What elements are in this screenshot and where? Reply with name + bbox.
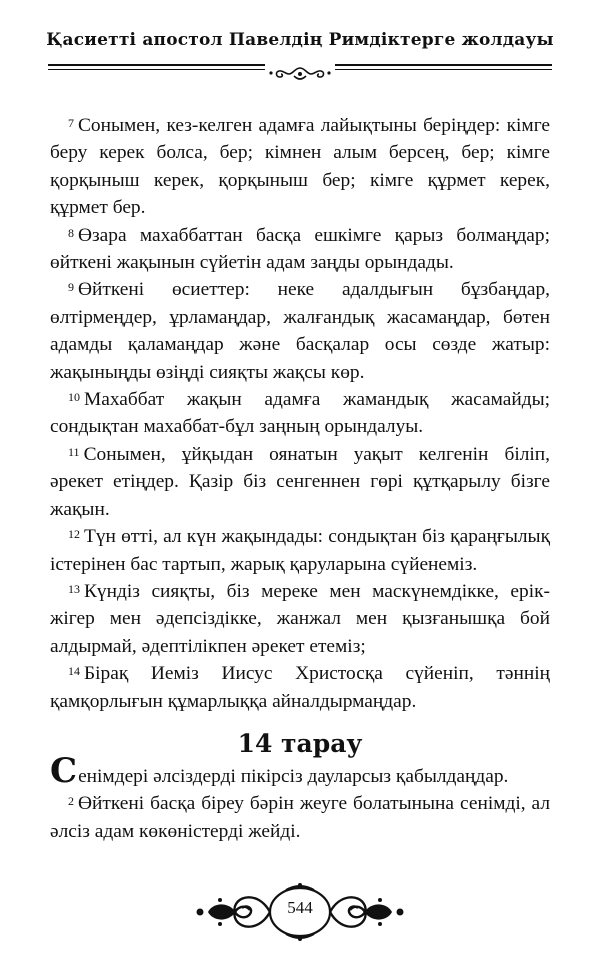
verse <box>50 790 550 845</box>
verse <box>50 523 550 578</box>
header-ornament-icon <box>265 64 335 84</box>
running-title: Қасиетті апостол Павелдің Римдіктерге жолдауы <box>46 30 554 50</box>
verse-text: Сонымен, ұйқыдан оянатын уақыт келгенін біліп, әрекет етіңдер. Қазір біз сенгеннен гөрі құтқарылу бізге жақын. <box>50 443 550 520</box>
verse <box>50 578 550 660</box>
chapter-heading: 14 тарау <box>237 728 363 758</box>
verse <box>50 441 550 523</box>
verse-number: 7 <box>68 116 74 130</box>
verse-text: Түн өтті, ал күн жақындады: сондықтан біз қараңғылық істерінен бас тартып, жарық қаруларына сүйенеміз. <box>50 526 550 575</box>
verse <box>50 386 550 441</box>
verse-text: Бірақ Иеміз Иисус Христосқа сүйеніп, тәннің қамқорлығын құмарлыққа айналдырмаңдар. <box>50 663 550 712</box>
verse-text: Өзара махаббаттан басқа ешкімге қарыз болмаңдар; өйткені жақынын сүйетін адам заңды орындады. <box>50 224 550 274</box>
verse <box>50 660 550 715</box>
chapter-first-verse <box>50 750 550 791</box>
verse <box>50 222 550 277</box>
verse-number: 12 <box>68 527 80 542</box>
verse-number: 2 <box>68 794 74 809</box>
scripture-text <box>50 112 550 845</box>
verse-text: Күндіз сияқты, біз мереке мен маскүнемдікке, ерік-жігер мен әдепсіздікке, жанжал мен қызғанышқа бой алдырмай, әдептілікпен әрекет етеміз; <box>50 580 550 657</box>
verse-text: Махаббат жақын адамға жамандық жасамайды; сондықтан махаббат-бұл заңның орындалуы. <box>50 389 550 438</box>
verse <box>50 276 550 386</box>
verse-number: 10 <box>68 390 80 405</box>
verse-number: 9 <box>68 280 74 295</box>
verse-number: 13 <box>68 581 80 596</box>
verse-number: 11 <box>68 444 80 459</box>
verse-number: 8 <box>68 225 74 240</box>
drop-cap: С <box>50 750 78 791</box>
verse-number: 14 <box>68 664 80 679</box>
verse <box>50 112 550 222</box>
first-verse-text: енімдері әлсіздерді пікірсіз дауларсыз қабылдаңдар. <box>78 765 509 787</box>
verse-text: Өйткені басқа біреу бәрін жеуге болатынына сенімді, ал әлсіз адам көкөністерді жейді. <box>50 793 550 842</box>
verse-text: Өйткені өсиеттер: неке адалдығын бұзбаңдар, өлтірмеңдер, ұрламаңдар, жалғандық жасамаңдар, бөтен адамды қаламаңдар және басқалар осы сөзде жатыр: жақыныңды өзіңді сияқты жақсы көр. <box>50 279 550 383</box>
verse-text: Сонымен, кез-келген адамға лайықтыны беріңдер: кімге беру керек болса, бер; кімнен алым берсең, бер; кімге қорқыныш керек, қорқыныш бер; кімге құрмет керек, құрмет бер. <box>50 115 550 219</box>
verses-before <box>50 112 550 715</box>
page-number: 544 <box>287 898 313 917</box>
